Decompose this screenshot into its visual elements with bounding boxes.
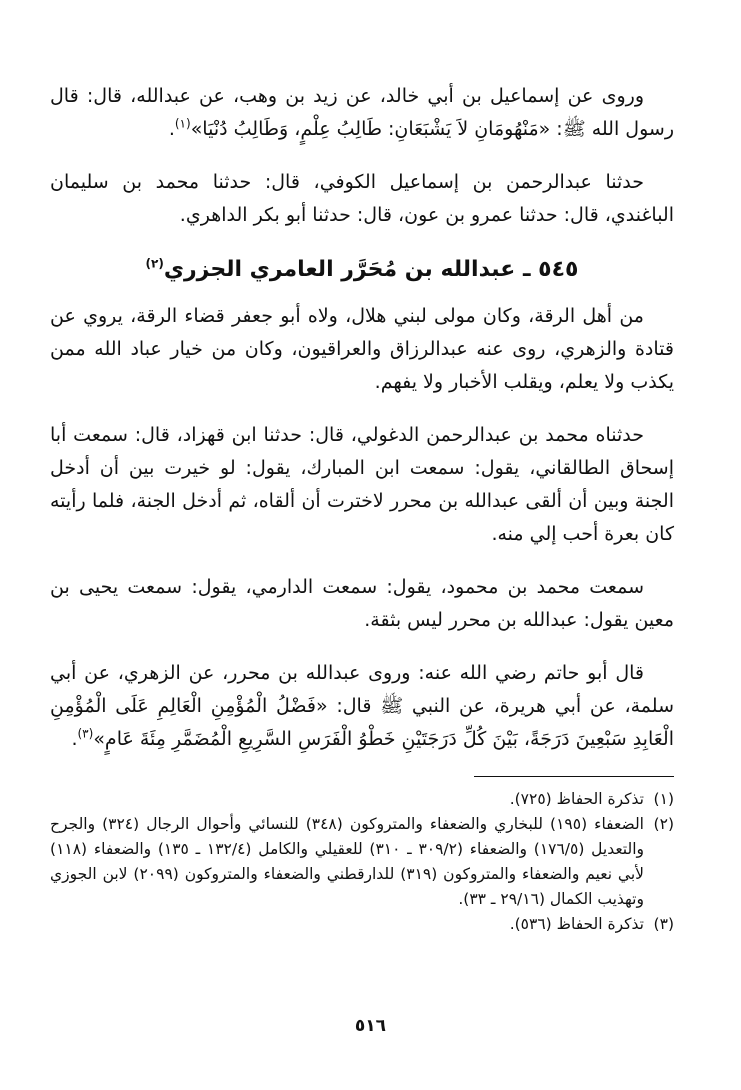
paragraph-trail: . xyxy=(168,118,175,140)
footnote-number: (٣) xyxy=(653,915,674,933)
paragraph-text: من أهل الرقة، وكان مولى لبني هلال، ولاه أبو جعفر قضاء الرقة، يروي عن قتادة والزهري، روى عنه عبدالرزاق والعراقيون، وكان من خيار عباد الله ممن يكذب ولا يعلم، ويقلب الأخبار ولا يفهم. xyxy=(50,305,674,393)
paragraph-2 xyxy=(50,166,674,232)
paragraph-trail: . xyxy=(71,728,78,750)
document-page xyxy=(50,80,674,937)
entry-heading xyxy=(50,252,674,288)
footnote-text: الضعفاء (١٩٥) للبخاري والضعفاء والمتروكون (٣٤٨) للنسائي وأحوال الرجال (٣٢٤) والجرح والتعديل (١٧٦/٥) والضعفاء (٣٠٩/٢ ـ ٣١٠) للعقيلي والكامل (١٣٢/٤ ـ ١٣٥) والضعفاء (١١٨) لأبي نعيم والضعفاء والمتروكون (٣١٩) للدارقطني والضعفاء والمتروكون (٢٠٩٩) لابن الجوزي وتهذيب الكمال (٢٩/١٦ ـ ٣٣). xyxy=(50,815,644,908)
body-paragraph-4 xyxy=(50,657,674,756)
footnotes xyxy=(50,787,674,937)
footnote-text: تذكرة الحفاظ (٧٢٥). xyxy=(509,790,644,808)
page-number: ٥١٦ xyxy=(354,1016,387,1036)
heading-text: ٥٤٥ ـ عبدالله بن مُحَرَّر العامري الجزري xyxy=(163,257,579,282)
footnote-divider xyxy=(474,776,674,777)
paragraph-text: وروى عن إسماعيل بن أبي خالد، عن زيد بن وهب، عن عبدالله، قال: قال رسول الله ﷺ: «مَنْهُومَانِ لاَ يَشْبَعَانِ: طَالِبُ عِلْمٍ، وَطَالِبُ دُنْيَا» xyxy=(50,85,674,140)
footnote-item xyxy=(50,787,674,812)
footnote-text: تذكرة الحفاظ (٥٣٦). xyxy=(509,915,644,933)
paragraph-text: سمعت محمد بن محمود، يقول: سمعت الدارمي، يقول: سمعت يحيى بن معين يقول: عبدالله بن محرر ليس بثقة. xyxy=(50,576,674,631)
paragraph-text: حدثناه محمد بن عبدالرحمن الدغولي، قال: حدثنا ابن قهزاد، قال: سمعت أبا إسحاق الطالقاني، يقول: سمعت ابن المبارك، يقول: لو خيرت بين أن أدخل الجنة وبين أن ألقى عبدالله بن محرر لاخترت أن ألقاه، ثم أدخل الجنة، فلما رأيته كان بعرة أحب إلي منه. xyxy=(50,424,674,545)
body-paragraph-1 xyxy=(50,300,674,399)
paragraph-1 xyxy=(50,80,674,146)
footnote-number: (٢) xyxy=(653,815,674,833)
body-paragraph-2 xyxy=(50,419,674,551)
paragraph-text: قال أبو حاتم رضي الله عنه: وروى عبدالله بن محرر، عن الزهري، عن أبي سلمة، عن أبي هريرة، عن النبي ﷺ قال: «فَضْلُ الْمُؤْمِنِ الْعَالِمِ عَلَى الْمُؤْمِنِ الْعَابِدِ سَبْعِينَ دَرَجَةً، بَيْنَ كُلِّ دَرَجَتَيْنِ خَطْوُ الْفَرَسِ السَّرِيعِ الْمُضَمَّرِ مِئَةَ عَامٍ» xyxy=(50,662,674,750)
footnote-item xyxy=(50,812,674,912)
paragraph-text: حدثنا عبدالرحمن بن إسماعيل الكوفي، قال: حدثنا محمد بن سليمان الباغندي، قال: حدثنا عمرو بن عون، قال: حدثنا أبو بكر الداهري. xyxy=(50,171,674,226)
footnote-item xyxy=(50,912,674,937)
body-paragraph-3 xyxy=(50,571,674,637)
footnote-ref: (٣) xyxy=(77,726,94,741)
footnote-ref: (١) xyxy=(174,116,191,131)
footnote-number: (١) xyxy=(653,790,674,808)
footnote-ref: (٢) xyxy=(145,256,164,271)
